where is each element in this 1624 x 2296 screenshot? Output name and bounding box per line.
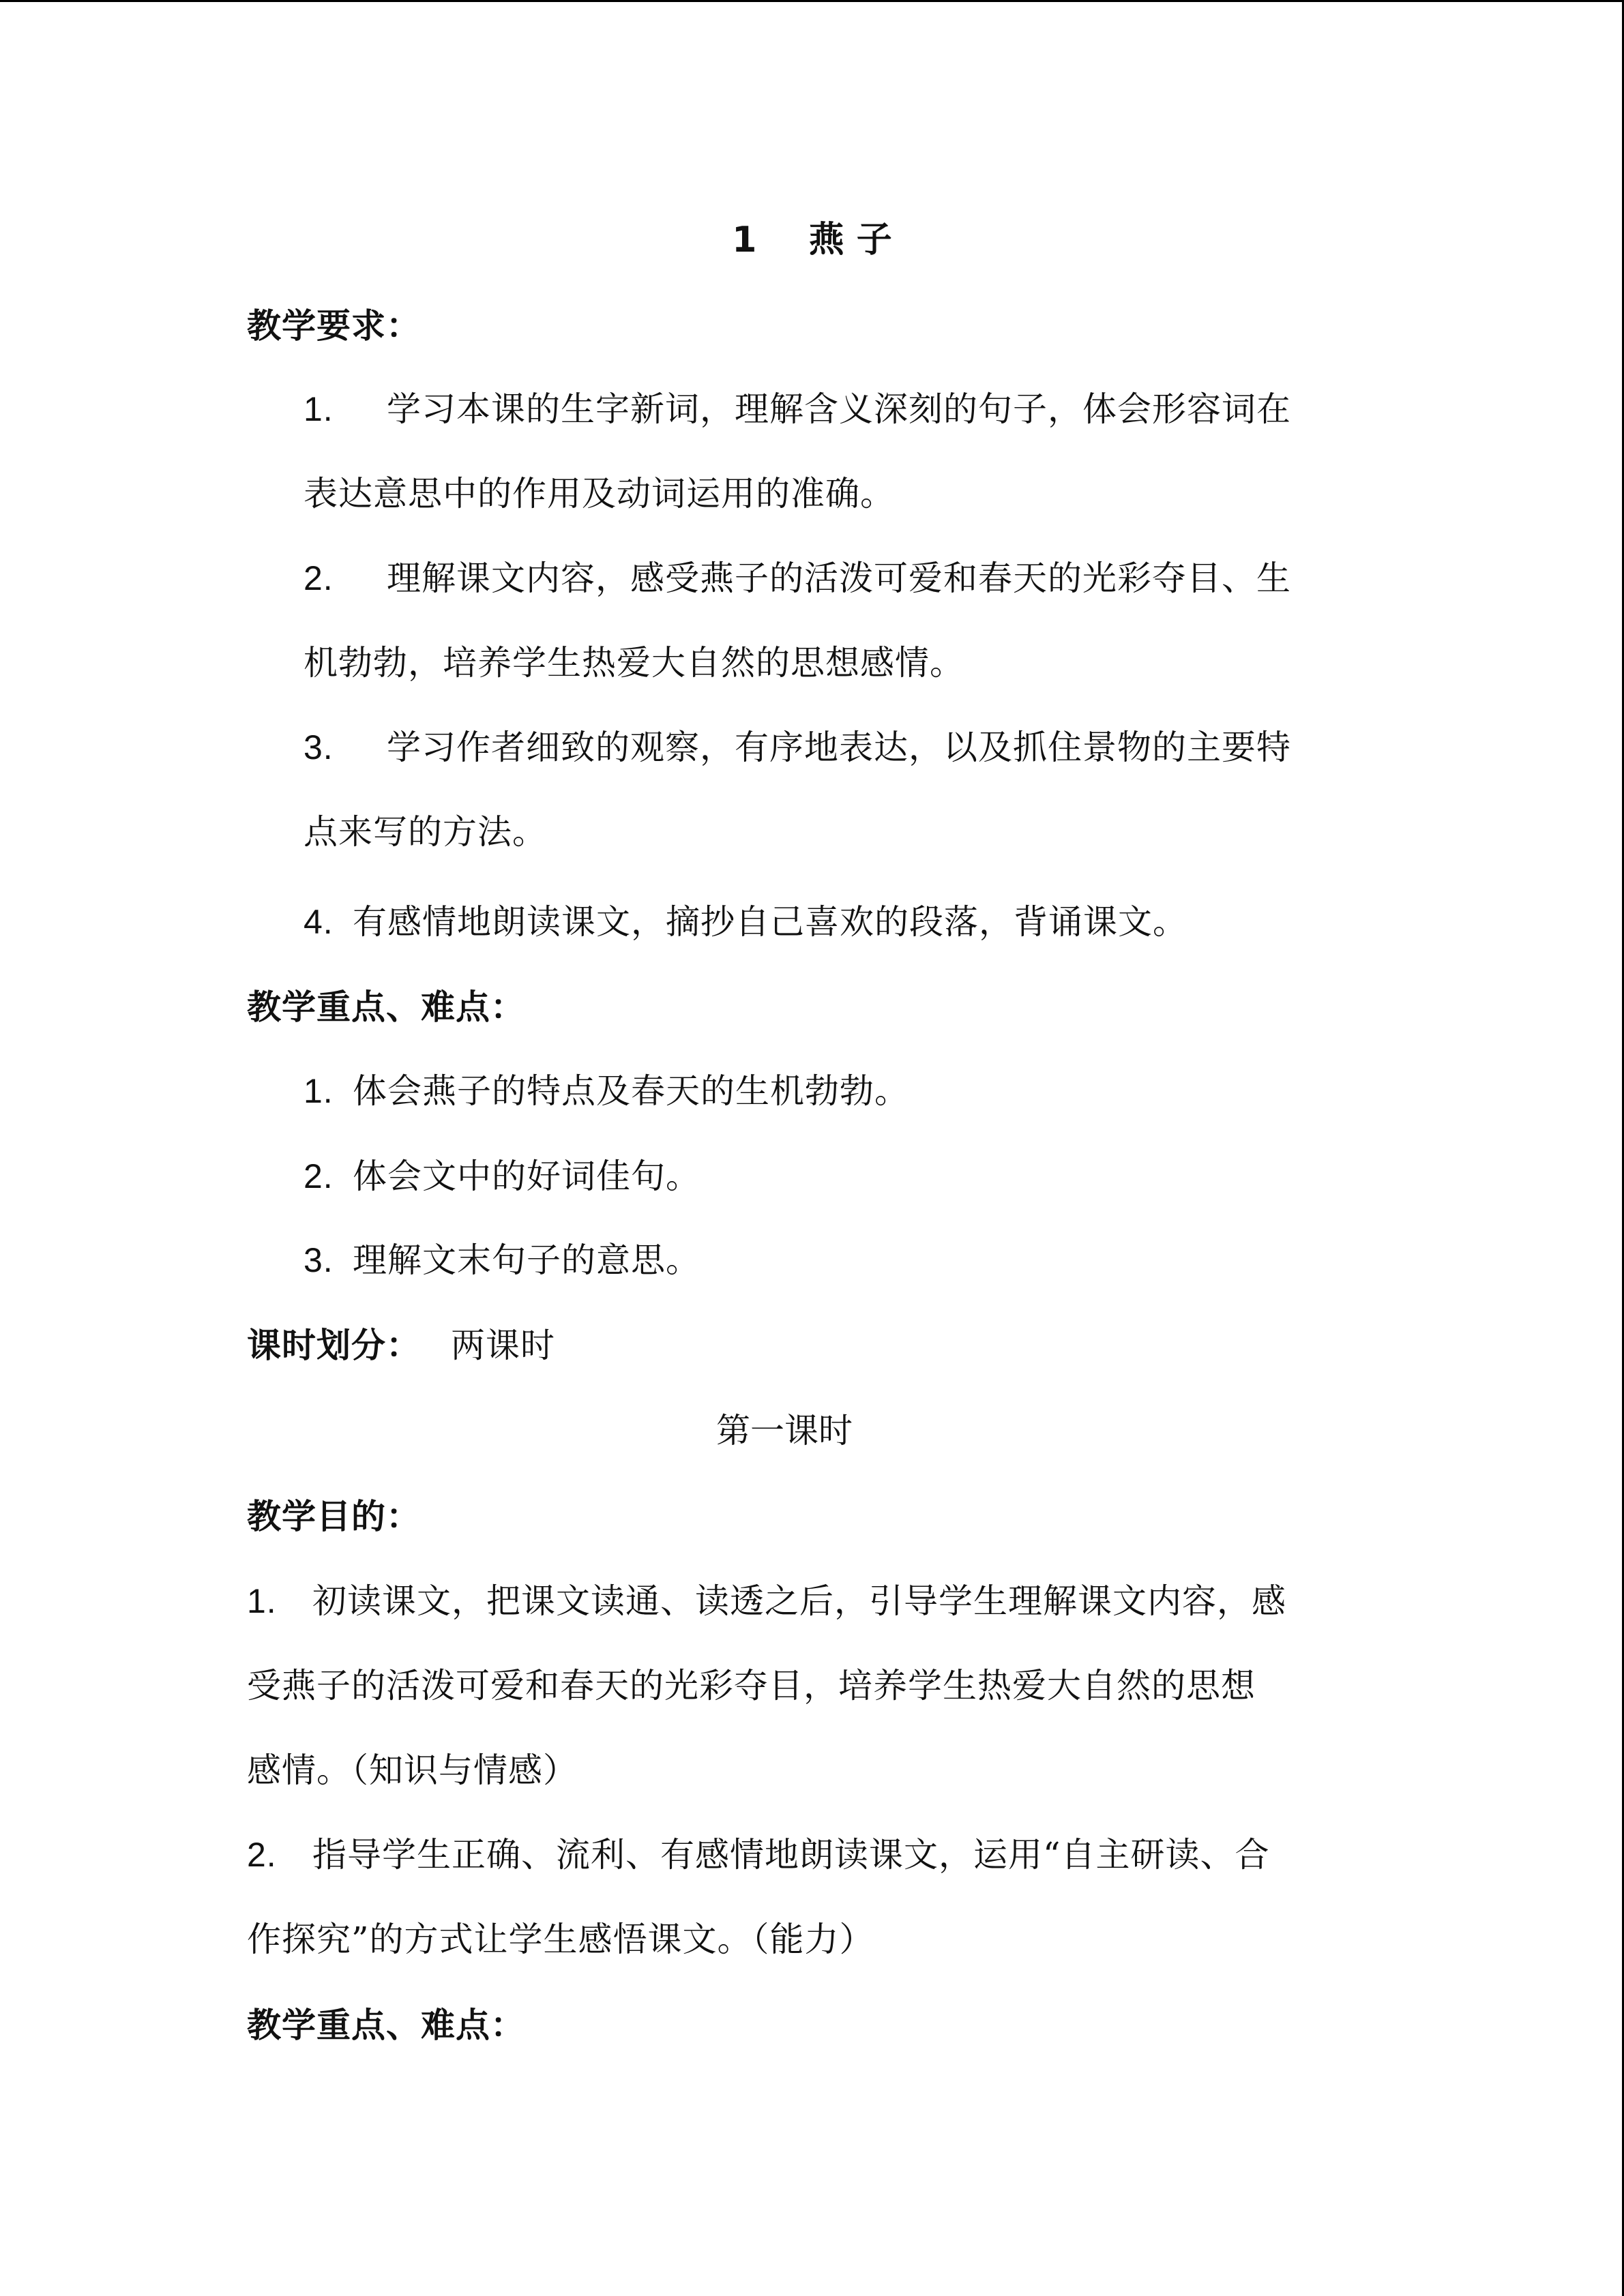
goal-item-1-cont: 感情。（知识与情感） <box>247 1750 578 1790</box>
requirement-number: 1. <box>304 390 334 428</box>
goal-number: 2. <box>247 1836 277 1874</box>
key-point-number: 1. <box>304 1072 334 1110</box>
schedule-value: 两课时 <box>451 1326 555 1365</box>
goal-item-1 <box>247 1581 1286 1622</box>
goals-heading: 教学目的： <box>247 1497 421 1536</box>
title-number: 1 <box>732 220 757 260</box>
goal-text: 初读课文，把课文读通、读透之后，引导学生理解课文内容，感 <box>312 1581 1286 1621</box>
requirement-text: 有感情地朗读课文，摘抄自己喜欢的段落，背诵课文。 <box>353 902 1187 942</box>
key-points-heading: 教学重点、难点： <box>247 987 525 1027</box>
requirement-item-3-cont: 点来写的方法。 <box>304 812 547 852</box>
title-text: 燕 子 <box>808 220 892 260</box>
key-point-number: 3. <box>304 1241 334 1279</box>
goal-number: 1. <box>247 1582 277 1620</box>
lesson-one-key-points-heading: 教学重点、难点： <box>247 2006 525 2045</box>
requirement-item-1-cont: 表达意思中的作用及动词运用的准确。 <box>304 474 895 513</box>
page-title <box>0 220 1624 260</box>
requirement-number: 4. <box>304 903 334 941</box>
requirement-text: 理解课文内容，感受燕子的活泼可爱和春天的光彩夺目、生 <box>387 558 1291 598</box>
key-point-text: 体会燕子的特点及春天的生机勃勃。 <box>353 1071 909 1111</box>
schedule-heading: 课时划分： <box>247 1326 421 1365</box>
requirement-text: 学习作者细致的观察，有序地表达，以及抓住景物的主要特 <box>387 728 1291 767</box>
requirement-item-1 <box>304 389 1291 430</box>
requirement-item-3 <box>304 727 1291 768</box>
requirement-number: 2. <box>304 559 334 597</box>
requirement-number: 3. <box>304 728 334 766</box>
requirements-heading: 教学要求： <box>247 306 421 346</box>
goal-item-1-cont: 受燕子的活泼可爱和春天的光彩夺目，培养学生热爱大自然的思想 <box>247 1666 1256 1705</box>
goal-item-2 <box>247 1834 1270 1875</box>
requirement-item-4 <box>304 901 1187 942</box>
key-point-item-1 <box>304 1071 909 1112</box>
key-point-text: 体会文中的好词佳句。 <box>353 1157 700 1196</box>
requirement-item-2-cont: 机勃勃，培养学生热爱大自然的思想感情。 <box>304 643 964 683</box>
goal-text: 指导学生正确、流利、有感情地朗读课文，运用“自主研读、合 <box>312 1835 1270 1875</box>
key-point-item-2 <box>304 1156 700 1197</box>
page-border-top <box>0 0 1624 2</box>
schedule-row <box>247 1325 555 1366</box>
goal-item-2-cont: 作探究”的方式让学生感悟课文。（能力） <box>247 1920 874 1959</box>
lesson-one-title: 第一课时 <box>716 1411 853 1450</box>
key-point-number: 2. <box>304 1157 334 1195</box>
requirement-text: 学习本课的生字新词，理解含义深刻的句子，体会形容词在 <box>387 389 1291 429</box>
requirement-item-2 <box>304 558 1291 599</box>
key-point-item-3 <box>304 1240 700 1281</box>
key-point-text: 理解文末句子的意思。 <box>353 1240 700 1280</box>
